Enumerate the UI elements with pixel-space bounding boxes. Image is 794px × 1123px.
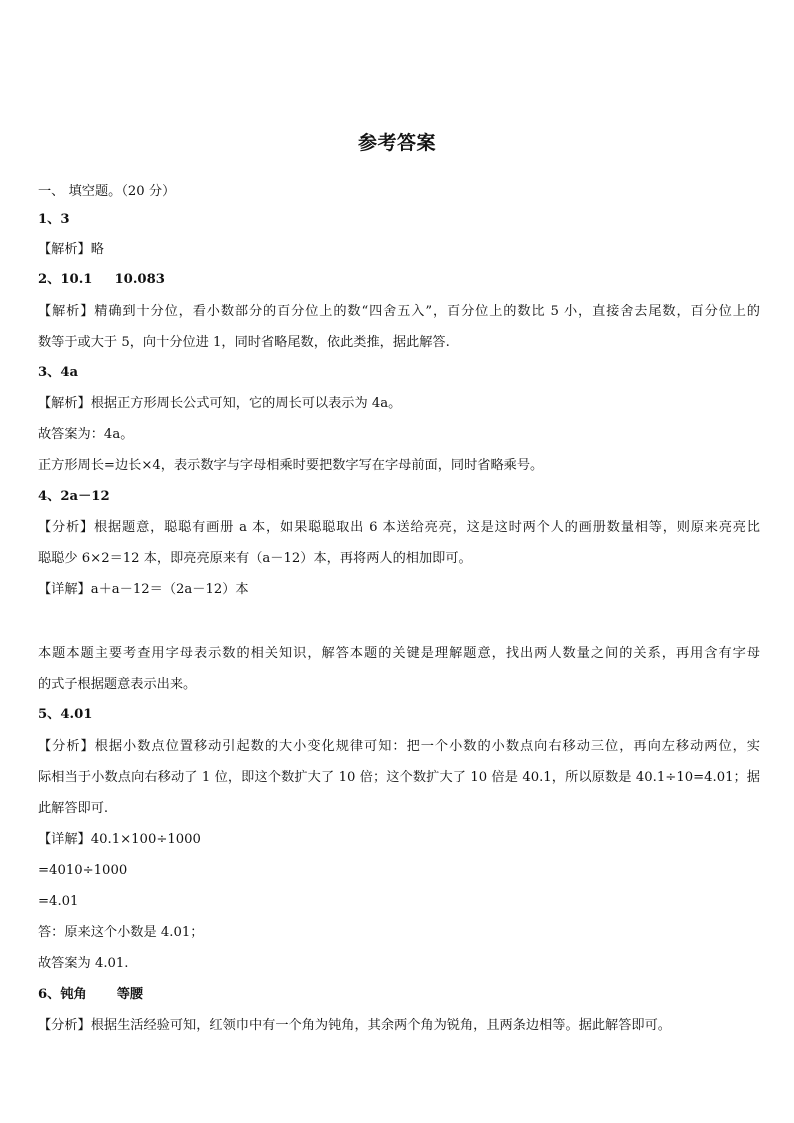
answer-2-part-1: 2、10.1 xyxy=(38,272,93,287)
analysis-5-line-2: 际相当于小数点向右移动了 1 位，即这个数扩大了 10 倍；这个数扩大了 10 倍是 40.1，所以原数是 40.1÷10=4.01；据 xyxy=(38,770,760,785)
detail-5-step-3: =4.01 xyxy=(38,894,79,909)
answer-6 xyxy=(38,986,760,1004)
analysis-4-line-1: 【分析】根据题意，聪聪有画册 a 本，如果聪聪取出 6 本送给亮亮，这是这时两个人的画册数量相等，则原来亮亮比 xyxy=(38,520,760,535)
page-title: 参考答案 xyxy=(357,132,436,154)
analysis-3: 【解析】根据正方形周长公式可知，它的周长可以表示为 4a。 xyxy=(38,396,402,411)
answer-3-note: 正方形周长=边长×4，表示数字与字母相乘时要把数字写在字母前面，同时省略乘号。 xyxy=(38,458,544,473)
answer-6-part-1: 6、钝角 xyxy=(38,987,87,1002)
analysis-5-line-1: 【分析】根据小数点位置移动引起数的大小变化规律可知：把一个小数的小数点向右移动三位，再向左移动两位，实 xyxy=(38,739,760,754)
analysis-2-line-1: 【解析】精确到十分位，看小数部分的百分位上的数“四舍五入”，百分位上的数比 5 小，直接舍去尾数，百分位上的 xyxy=(38,304,760,319)
analysis-4-line-2: 聪聪少 6×2＝12 本，即亮亮原来有（a－12）本，再将两人的相加即可。 xyxy=(38,551,472,566)
summary-4-line-1: 本题本题主要考查用字母表示数的相关知识，解答本题的关键是理解题意，找出两人数量之间的关系，再用含有字母 xyxy=(38,646,760,661)
section-heading: 一、 填空题。（20 分） xyxy=(38,184,176,199)
answer-2 xyxy=(38,271,760,289)
answer-5-conclusion: 故答案为 4.01. xyxy=(38,956,129,971)
analysis-6: 【分析】根据生活经验可知，红领巾中有一个角为钝角，其余两个角为锐角，且两条边相等。据此解答即可。 xyxy=(38,1018,671,1033)
answer-5: 5、4.01 xyxy=(38,707,93,722)
analysis-1: 【解析】略 xyxy=(38,242,104,257)
detail-4: 【详解】a＋a－12＝（2a－12）本 xyxy=(38,582,249,597)
answer-5-statement: 答：原来这个小数是 4.01； xyxy=(38,925,204,940)
analysis-5-line-3: 此解答即可. xyxy=(38,801,109,816)
answer-3-conclusion: 故答案为：4a。 xyxy=(38,427,134,442)
summary-4-line-2: 的式子根据题意表示出来。 xyxy=(38,677,197,692)
detail-5-step-1: 【详解】40.1×100÷1000 xyxy=(38,832,201,847)
answer-1: 1、3 xyxy=(38,212,70,227)
answer-3: 3、4a xyxy=(38,365,79,380)
analysis-2-line-2: 数等于或大于 5，向十分位进 1，同时省略尾数，依此类推，据此解答. xyxy=(38,335,450,350)
detail-5-step-2: =4010÷1000 xyxy=(38,863,128,878)
answer-2-part-2: 10.083 xyxy=(114,272,165,287)
answer-6-part-2: 等腰 xyxy=(116,987,144,1002)
answer-4: 4、2a－12 xyxy=(38,489,110,504)
